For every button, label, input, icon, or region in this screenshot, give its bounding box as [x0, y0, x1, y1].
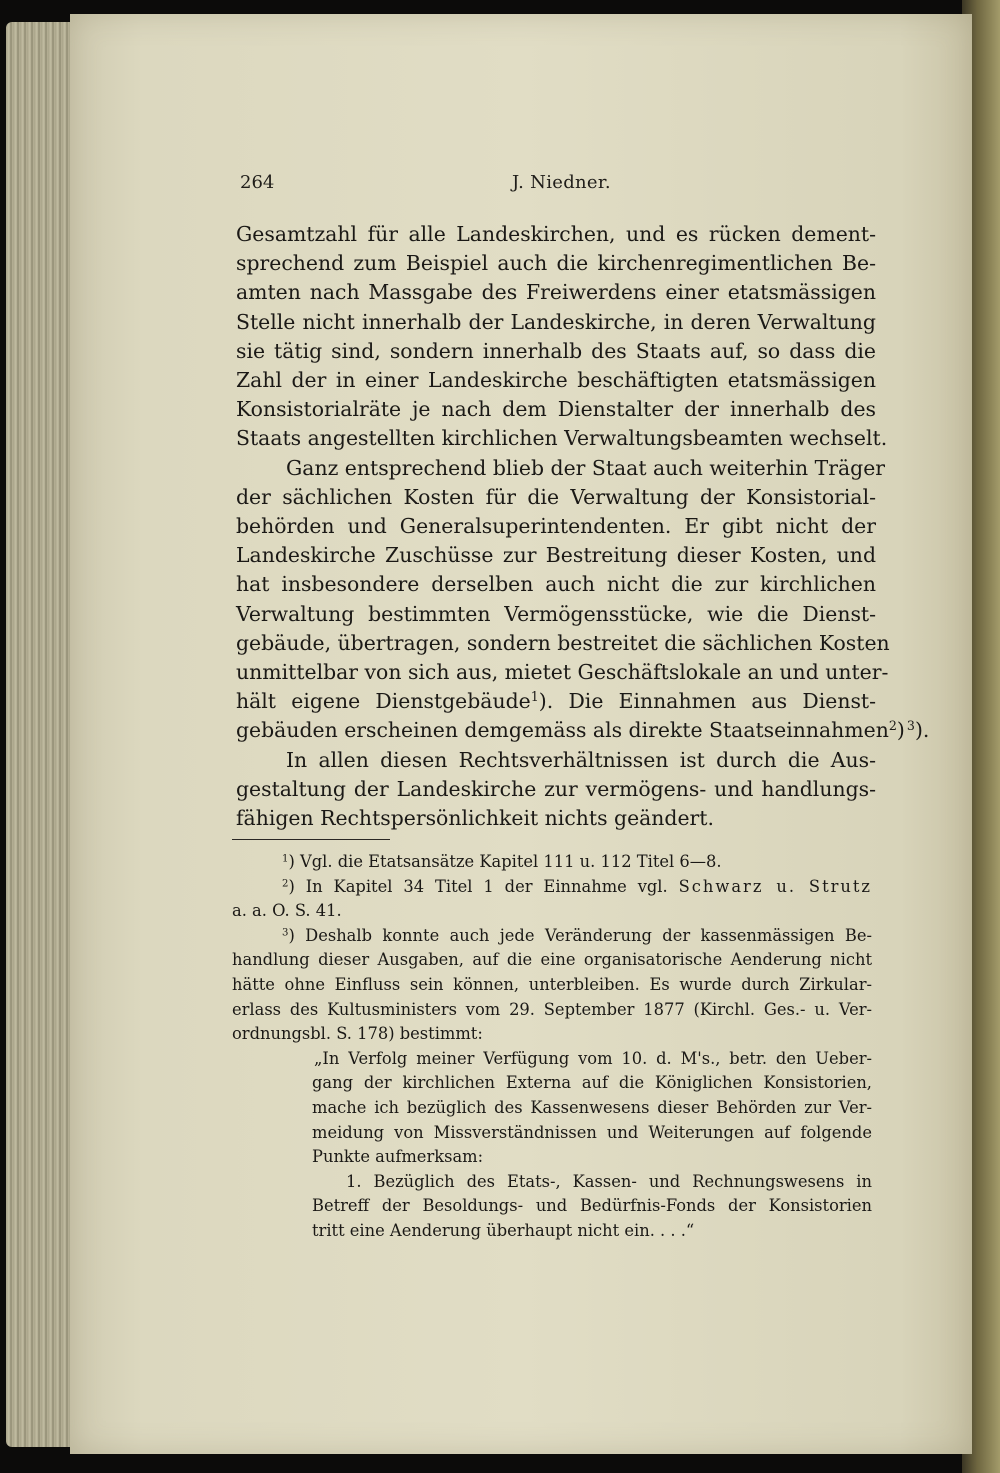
quote-line: mache ich bezüglich des Kassenwesens dieser Behörden zur Ver-	[312, 1097, 872, 1117]
quoted-point-line: tritt eine Aenderung überhaupt nicht ein. . . .“	[312, 1220, 695, 1240]
text-line: Gesamtzahl für alle Landeskirchen, und es rücken dement-	[236, 222, 876, 246]
text-line: Landeskirche Zuschüsse zur Bestreitung dieser Kosten, und	[236, 543, 876, 568]
quote-line: „In Verfolg meiner Verfügung vom 10. d. M's., betr. den Ueber-	[314, 1048, 872, 1068]
text-fragment: hält eigene Dienstgebäude	[236, 689, 531, 714]
footnote-line: hätte ohne Einfluss sein können, unterbleiben. Es wurde durch Zirkular-	[232, 974, 872, 994]
text-line: Konsistorialräte je nach dem Dienstalter der innerhalb des	[236, 397, 876, 422]
text-fragment: )	[896, 718, 905, 743]
text-fragment: gebäuden erscheinen demgemäss als direkte Staatseinnahmen	[236, 718, 889, 743]
paragraph-start-line: In allen diesen Rechtsverhältnissen ist durch die Aus-	[286, 747, 876, 772]
footnote-mark: 3	[906, 718, 915, 734]
running-head	[240, 172, 870, 202]
text-line: unmittelbar von sich aus, mietet Geschäftslokale an und unter-	[236, 660, 889, 685]
quote-line: Punkte aufmerksam:	[312, 1147, 484, 1167]
text-line: sie tätig sind, sondern innerhalb des Staats auf, so dass die	[236, 338, 876, 363]
quoted-point-line: Betreff der Besoldungs- und Bedürfnis-Fonds der Konsistorien	[312, 1196, 872, 1216]
text-line: amten nach Massgabe des Freiwerdens einer etatsmässigen	[236, 280, 876, 305]
footnote-1	[232, 850, 872, 875]
footnote-mark: 1	[530, 689, 539, 705]
footnote-text: ) Vgl. die Etatsansätze Kapitel 111 u. 112 Titel 6—8.	[288, 852, 722, 871]
text-line-with-footnote-marks	[236, 716, 930, 745]
text-line: der sächlichen Kosten für die Verwaltung der Konsistorial-	[236, 484, 876, 509]
text-line: Verwaltung bestimmten Vermögensstücke, wie die Dienst-	[236, 601, 876, 626]
page-number: 264	[240, 172, 275, 193]
footnote-2	[232, 875, 872, 900]
footnote-number: 1	[282, 853, 289, 865]
quote-line: gang der kirchlichen Externa auf die Königlichen Konsistorien,	[312, 1073, 872, 1093]
footnote-line: handlung dieser Ausgaben, auf die eine organisatorische Aenderung nicht	[232, 950, 872, 970]
footnote-3	[232, 924, 872, 949]
footnote-author: Schwarz u. Strutz	[678, 876, 872, 896]
text-line: gebäude, übertragen, sondern bestreitet die sächlichen Kosten	[236, 630, 890, 655]
footnote-number: 2	[282, 878, 289, 890]
footnote-text: ) Deshalb konnte auch jede Veränderung der kassenmässigen Be-	[288, 925, 872, 945]
quoted-point-line: 1. Bezüglich des Etats-, Kassen- und Rechnungswesens in	[346, 1171, 872, 1191]
text-fragment: ). Die Einnahmen aus Dienst-	[538, 689, 876, 714]
footnote-number: 3	[282, 927, 289, 939]
text-line-with-footnote-mark	[236, 687, 876, 716]
text-line: Zahl der in einer Landeskirche beschäftigten etatsmässigen	[236, 368, 876, 393]
footnote-line: erlass des Kultusministers vom 29. September 1877 (Kirchl. Ges.- u. Ver-	[232, 999, 872, 1019]
text-line: fähigen Rechtspersönlichkeit nichts geändert.	[236, 806, 714, 831]
text-line: Stelle nicht innerhalb der Landeskirche, in deren Verwaltung	[236, 309, 876, 334]
text-line: hat insbesondere derselben auch nicht die zur kirchlichen	[236, 572, 876, 597]
text-line: Staats angestellten kirchlichen Verwaltungsbeamten wechselt.	[236, 426, 888, 451]
quote-line: meidung von Missverständnissen und Weiterungen auf folgende	[312, 1122, 872, 1142]
footnote-rule	[232, 839, 390, 840]
footnote-line: ordnungsbl. S. 178) bestimmt:	[232, 1024, 483, 1044]
footnote-text: ) In Kapitel 34 Titel 1 der Einnahme vgl.	[288, 876, 668, 896]
paragraph-start-line: Ganz entsprechend blieb der Staat auch weiterhin Träger	[286, 455, 886, 480]
text-line: sprechend zum Beispiel auch die kirchenregimentlichen Be-	[236, 251, 876, 276]
running-title: J. Niedner.	[512, 172, 611, 193]
text-fragment: ).	[914, 718, 930, 743]
text-line: behörden und Generalsuperintendenten. Er gibt nicht der	[236, 514, 876, 539]
footnotes	[232, 850, 872, 1244]
text-line: gestaltung der Landeskirche zur vermögens- und handlungs-	[236, 776, 876, 801]
main-text	[236, 220, 930, 833]
footnote-mark: 2	[888, 718, 897, 734]
footnote-line: a. a. O. S. 41.	[232, 901, 342, 921]
